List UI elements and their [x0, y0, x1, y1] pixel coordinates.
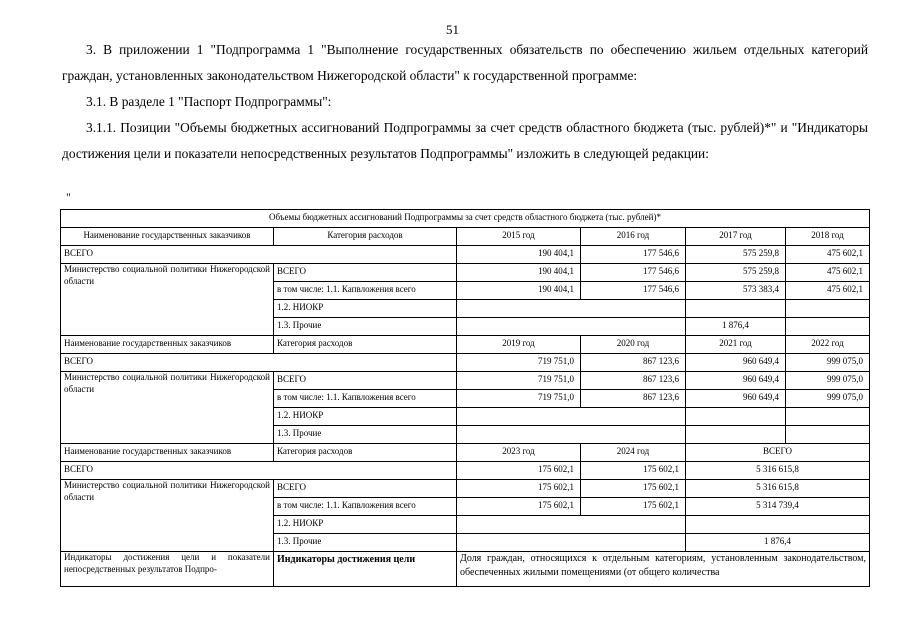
table-cell: 867 123,6: [581, 372, 686, 390]
table-row: [61, 480, 870, 498]
table-cell: 5 316 615,8: [686, 480, 870, 498]
table-cell: 999 075,0: [786, 372, 870, 390]
table-cell: [786, 318, 870, 336]
table-cell: 867 123,6: [581, 354, 686, 372]
row-label-category: ВСЕГО: [274, 264, 457, 282]
table-cell: 190 404,1: [457, 282, 581, 300]
row-label-category: 1.3. Прочие: [274, 318, 457, 336]
table-cell: 175 602,1: [457, 498, 581, 516]
row-label-category: ВСЕГО: [274, 480, 457, 498]
paragraph-positions: 3.1.1. Позиции "Объемы бюджетных ассигнований Подпрограммы за счет средств областного бюджета (тыс. рублей)*" и "Индикаторы достижения цели и показатели непосредственных результатов Подпрограммы" изложить в следующей редакции:: [62, 120, 868, 161]
table-cell: 177 546,6: [581, 264, 686, 282]
header-category: Категория расходов: [274, 228, 457, 246]
table-cell: 575 259,8: [686, 246, 786, 264]
table-cell: 575 259,8: [686, 264, 786, 282]
table-cell: 5 314 739,4: [686, 498, 870, 516]
table-cell: [457, 426, 686, 444]
indicators-row: [61, 552, 870, 587]
table-row: [61, 372, 870, 390]
table-cell: 190 404,1: [457, 264, 581, 282]
header-customer: Наименование государственных заказчиков: [61, 444, 274, 462]
table-cell: 960 649,4: [686, 354, 786, 372]
table-row: [61, 462, 870, 480]
table-header-row: [61, 228, 870, 246]
header-year: 2016 год: [581, 228, 686, 246]
table-cell: [457, 534, 686, 552]
header-category: Категория расходов: [274, 336, 457, 354]
row-label-total: ВСЕГО: [61, 246, 457, 264]
table-cell: 867 123,6: [581, 390, 686, 408]
row-label-total: ВСЕГО: [61, 462, 457, 480]
table-cell: 719 751,0: [457, 354, 581, 372]
table-cell: 1 876,4: [686, 318, 786, 336]
table-cell: [786, 408, 870, 426]
table-cell: [786, 426, 870, 444]
table-title: Объемы бюджетных ассигнований Подпрограммы за счет средств областного бюджета (тыс. рублей)*: [61, 210, 870, 228]
row-label-total: ВСЕГО: [61, 354, 457, 372]
table-cell: [686, 426, 786, 444]
table-cell: 960 649,4: [686, 372, 786, 390]
table-cell: 1 876,4: [686, 534, 870, 552]
header-customer: Наименование государственных заказчиков: [61, 336, 274, 354]
indicators-label: Индикаторы достижения цели и показатели непосредственных результатов Подпро-: [61, 552, 274, 587]
table-cell: 999 075,0: [786, 354, 870, 372]
table-cell: 190 404,1: [457, 246, 581, 264]
table-cell: 175 602,1: [581, 480, 686, 498]
table-cell: [457, 408, 686, 426]
header-year: 2021 год: [686, 336, 786, 354]
table-cell: 177 546,6: [581, 282, 686, 300]
table-cell: 719 751,0: [457, 372, 581, 390]
table-cell: [786, 300, 870, 318]
header-total: ВСЕГО: [686, 444, 870, 462]
header-category: Категория расходов: [274, 444, 457, 462]
table-row: [61, 354, 870, 372]
row-label-category: в том числе: 1.1. Капвложения всего: [274, 282, 457, 300]
row-label-category: 1.2. НИОКР: [274, 300, 457, 318]
table-cell: 960 649,4: [686, 390, 786, 408]
table-cell: 175 602,1: [457, 480, 581, 498]
indicators-head: Индикаторы достижения цели: [274, 552, 457, 587]
table-cell: 999 075,0: [786, 390, 870, 408]
header-year: 2015 год: [457, 228, 581, 246]
opening-quote: ": [66, 190, 71, 204]
header-year: 2017 год: [686, 228, 786, 246]
header-year: 2023 год: [457, 444, 581, 462]
table-cell: [686, 516, 870, 534]
table-row: [61, 246, 870, 264]
header-year: 2019 год: [457, 336, 581, 354]
budget-table: [60, 209, 870, 587]
table-cell: [457, 300, 686, 318]
header-year: 2022 год: [786, 336, 870, 354]
table-header-row: [61, 444, 870, 462]
row-label-category: 1.3. Прочие: [274, 534, 457, 552]
row-label-category: 1.3. Прочие: [274, 426, 457, 444]
table-cell: [457, 318, 686, 336]
row-label-category: ВСЕГО: [274, 372, 457, 390]
table-cell: 573 383,4: [686, 282, 786, 300]
table-cell: 175 602,1: [581, 498, 686, 516]
paragraph-section: 3.1. В разделе 1 "Паспорт Подпрограммы":: [86, 94, 332, 109]
table-cell: [686, 408, 786, 426]
page-number: 51: [446, 22, 459, 37]
table-cell: [686, 300, 786, 318]
header-year: 2020 год: [581, 336, 686, 354]
table-cell: 475 602,1: [786, 246, 870, 264]
paragraph-appendix: 3. В приложении 1 "Подпрограмма 1 "Выполнение государственных обязательств по обеспечению жильем отдельных категорий граждан, установленных законодательством Нижегородской области" к государственной программе:: [62, 42, 868, 83]
table-cell: 177 546,6: [581, 246, 686, 264]
table-cell: 5 316 615,8: [686, 462, 870, 480]
table-cell: 475 602,1: [786, 282, 870, 300]
row-label-ministry: Министерство социальной политики Нижегородской области: [61, 480, 274, 552]
row-label-category: в том числе: 1.1. Капвложения всего: [274, 390, 457, 408]
header-year: 2018 год: [786, 228, 870, 246]
indicators-text: Доля граждан, относящихся к отдельным категориям, установленным законодательством, обеспеченных жилыми помещениями (от общего количества: [457, 552, 870, 587]
row-label-ministry: Министерство социальной политики Нижегородской области: [61, 372, 274, 444]
table-cell: 475 602,1: [786, 264, 870, 282]
table-cell: [457, 516, 686, 534]
header-customer: Наименование государственных заказчиков: [61, 228, 274, 246]
table-cell: 175 602,1: [581, 462, 686, 480]
table-cell: 175 602,1: [457, 462, 581, 480]
table-cell: 719 751,0: [457, 390, 581, 408]
table-row: [61, 264, 870, 282]
row-label-category: 1.2. НИОКР: [274, 516, 457, 534]
table-header-row: [61, 336, 870, 354]
table-title-row: [61, 210, 870, 228]
header-year: 2024 год: [581, 444, 686, 462]
row-label-category: 1.2. НИОКР: [274, 408, 457, 426]
row-label-category: в том числе: 1.1. Капвложения всего: [274, 498, 457, 516]
row-label-ministry: Министерство социальной политики Нижегородской области: [61, 264, 274, 336]
